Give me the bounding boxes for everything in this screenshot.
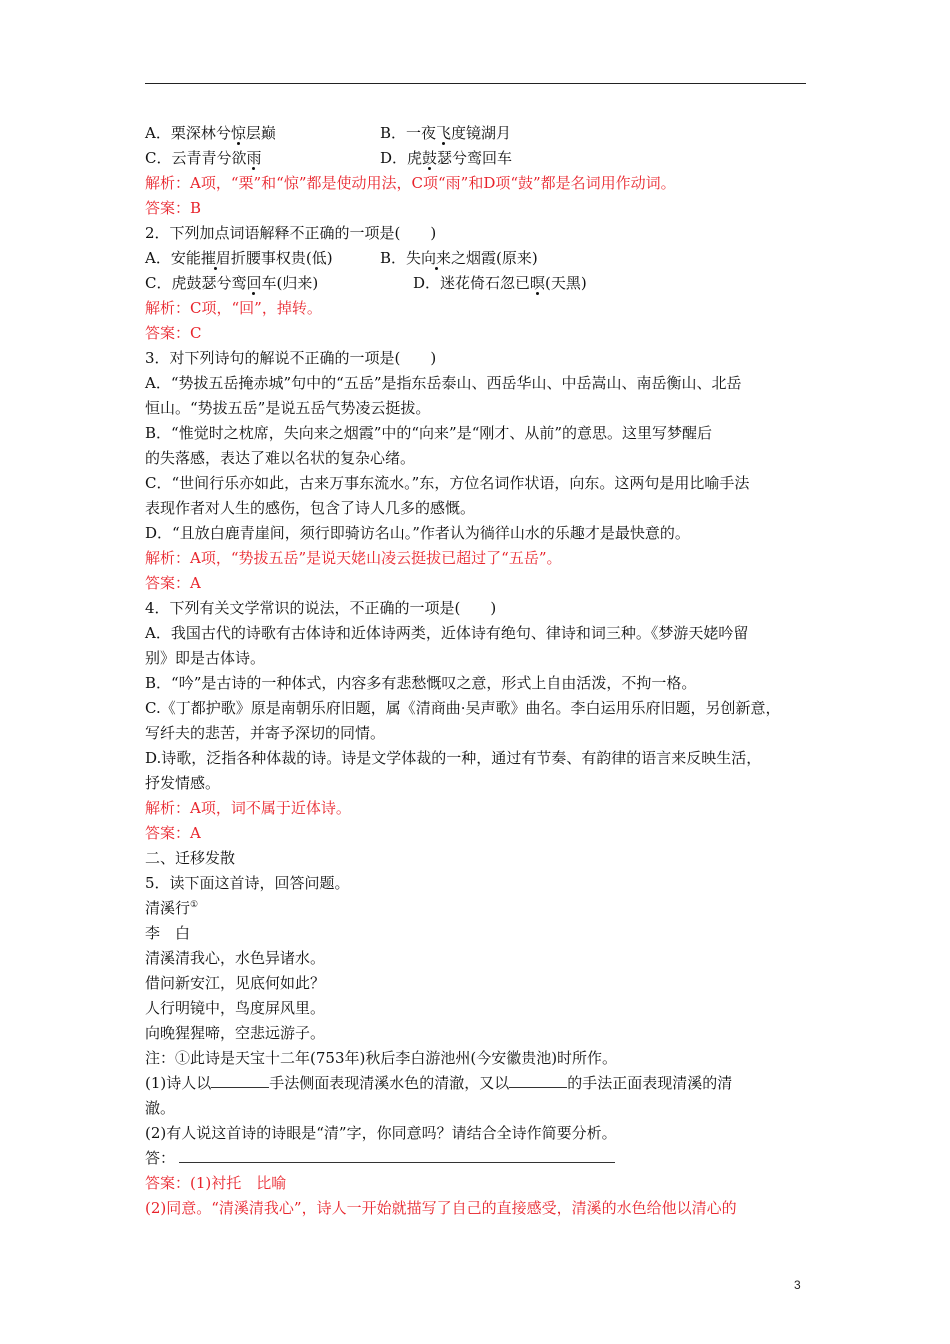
fill-blank-2[interactable]	[509, 1071, 567, 1088]
q3-answer: 答案：A	[145, 574, 201, 592]
q5-subquestion-1: (1)诗人以 手法侧面表现清溪水色的清澈，又以 的手法正面表现清溪的清	[145, 1071, 815, 1096]
section-heading: 二、迁移发散	[145, 849, 236, 867]
q3-option-c-line-1: C．“世间行乐亦如此，古来万事东流水。”东，方位名词作状语，向东。这两句是用比喻手法	[145, 474, 750, 492]
q3-option-b-line-1: B．“惟觉时之枕席，失向来之烟霞”中的“向来”是“刚才、从前”的意思。这里写梦醒后	[145, 424, 713, 442]
q2-option-d: D．迷花倚石忽已暝(天黑)	[413, 274, 587, 292]
q5-stem: 5．读下面这首诗，回答问题。	[145, 874, 350, 892]
page-number: 3	[794, 1278, 801, 1292]
poem-line: 人行明镜中，鸟度屏风里。	[145, 999, 326, 1017]
q1-option-c: C．云青青兮欲雨	[145, 149, 262, 167]
q4-option-b: B．“吟”是古诗的一种体式，内容多有悲愁慨叹之意，形式上自由活泼，不拘一格。	[145, 674, 697, 692]
q1-analysis: 解析：A项，“栗”和“惊”都是使动用法，C项“雨”和D项“鼓”都是名词用作动词。	[145, 174, 676, 192]
q4-stem: 4．下列有关文学常识的说法，不正确的一项是( )	[145, 599, 497, 617]
q4-option-a-line-1: A．我国古代的诗歌有古体诗和近体诗两类，近体诗有绝句、律诗和词三种。《梦游天姥吟留	[145, 624, 749, 642]
q1-options-row-2	[145, 146, 815, 171]
q2-options-row-1	[145, 246, 815, 271]
q2-option-c: C．虎鼓瑟兮鸾回车(归来)	[145, 274, 319, 292]
q1-options-row-1	[145, 121, 815, 146]
q3-option-a-line-2: 恒山。“势拔五岳”是说五岳气势凌云挺拔。	[145, 399, 431, 417]
q3-option-c-line-2: 表现作者对人生的感伤，包含了诗人几多的感慨。	[145, 499, 476, 517]
q4-option-c-line-2: 写纤夫的悲苦，并寄予深切的同情。	[145, 724, 386, 742]
poem-author: 李 白	[145, 924, 191, 942]
q4-analysis: 解析：A项，词不属于近体诗。	[145, 799, 351, 817]
q2-option-a: A．安能摧眉折腰事权贵(低)	[145, 249, 333, 267]
header-rule	[145, 83, 806, 84]
q1-answer: 答案：B	[145, 199, 202, 217]
q2-options-row-2	[145, 271, 815, 296]
q5-subquestion-1-cont: 澈。	[145, 1099, 176, 1117]
q4-option-c-line-1: C.《丁都护歌》原是南朝乐府旧题，属《清商曲·吴声歌》曲名。李白运用乐府旧题，另创新意，	[145, 699, 781, 717]
q4-option-d-line-2: 抒发情感。	[145, 774, 221, 792]
q3-stem: 3．对下列诗句的解说不正确的一项是( )	[145, 349, 437, 367]
poem-line: 借问新安江，见底何如此？	[145, 974, 326, 992]
answer-line: 答：	[145, 1146, 815, 1171]
poem-title: 清溪行①	[145, 899, 199, 917]
q5-answer-2: (2)同意。“清溪清我心”，诗人一开始就描写了自己的直接感受，清溪的水色给他以清心的	[145, 1199, 737, 1217]
q1-option-d: D．虎鼓瑟兮鸾回车	[380, 149, 513, 167]
document-body	[145, 121, 815, 1221]
q1-option-b: B．一夜飞度镜湖月	[380, 124, 512, 142]
answer-blank[interactable]	[179, 1146, 615, 1163]
q3-option-b-line-2: 的失落感，表达了难以名状的复杂心绪。	[145, 449, 416, 467]
q5-answer-1: 答案：(1)衬托 比喻	[145, 1174, 287, 1192]
q4-option-d-line-1: D.诗歌，泛指各种体裁的诗。诗是文学体裁的一种，通过有节奏、有韵律的语言来反映生活，	[145, 749, 762, 767]
q5-subquestion-2: (2)有人说这首诗的诗眼是“清”字，你同意吗？请结合全诗作简要分析。	[145, 1124, 617, 1142]
q3-option-a-line-1: A．“势拔五岳掩赤城”句中的“五岳”是指东岳泰山、西岳华山、中岳嵩山、南岳衡山、北岳	[145, 374, 742, 392]
poem-line: 清溪清我心，水色异诸水。	[145, 949, 326, 967]
fill-blank-1[interactable]	[211, 1071, 269, 1088]
q2-analysis: 解析：C项，“回”，掉转。	[145, 299, 322, 317]
poem-note: 注：①此诗是天宝十二年(753年)秋后李白游池州(今安徽贵池)时所作。	[145, 1049, 618, 1067]
q4-answer: 答案：A	[145, 824, 201, 842]
q3-analysis: 解析：A项，“势拔五岳”是说天姥山凌云挺拔已超过了“五岳”。	[145, 549, 562, 567]
q4-option-a-line-2: 别》即是古体诗。	[145, 649, 266, 667]
footnote-marker: ①	[190, 900, 199, 910]
q2-answer: 答案：C	[145, 324, 202, 342]
q3-option-d: D．“且放白鹿青崖间，须行即骑访名山。”作者认为徜徉山水的乐趣才是最快意的。	[145, 524, 690, 542]
q1-option-a: A．栗深林兮惊层巅	[145, 124, 276, 142]
q2-stem: 2．下列加点词语解释不正确的一项是( )	[145, 224, 437, 242]
poem-line: 向晚猩猩啼，空悲远游子。	[145, 1024, 326, 1042]
q2-option-b: B．失向来之烟霞(原来)	[380, 249, 538, 267]
